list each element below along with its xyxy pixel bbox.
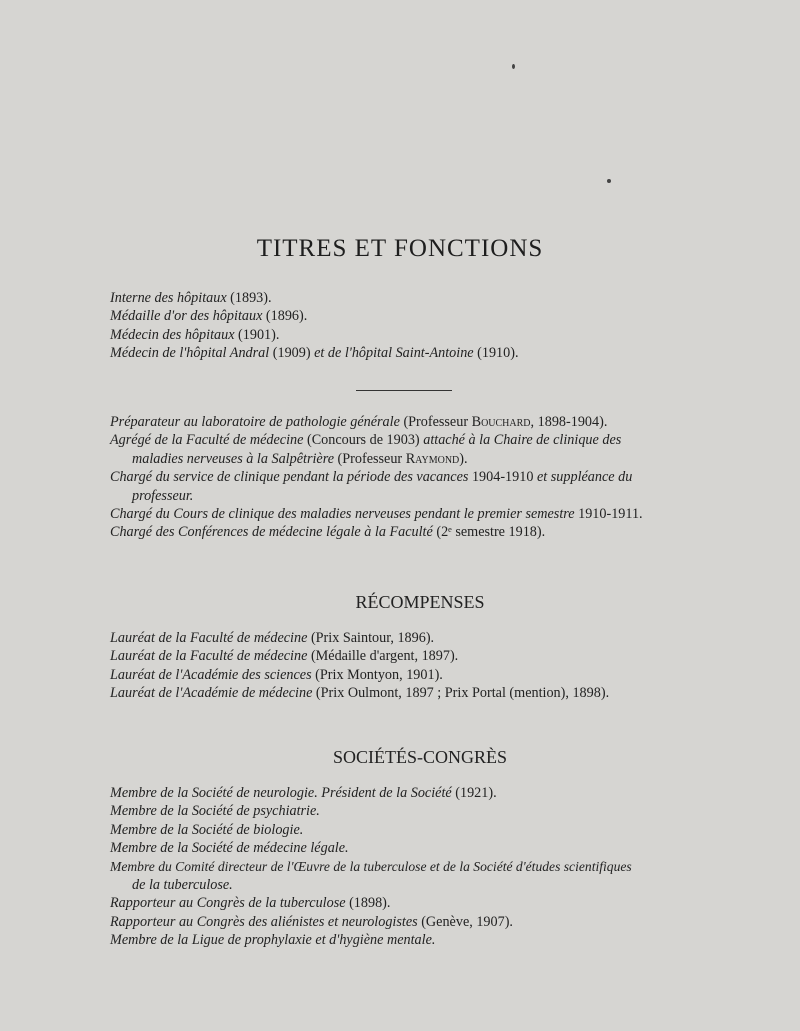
section-heading-societes: SOCIÉTÉS-CONGRÈS [332, 747, 507, 767]
list-item-continuation: professeur. [132, 487, 194, 504]
page-title: TITRES ET FONCTIONS [256, 235, 544, 262]
positions-list [110, 289, 740, 363]
list-item: Lauréat de la Faculté de médecine (Prix Saintour, 1896). [110, 630, 435, 646]
teaching-list [110, 413, 740, 542]
awards-list [110, 629, 740, 703]
list-item: Lauréat de l'Académie de médecine (Prix Oulmont, 1897 ; Prix Portal (mention), 1898). [110, 685, 610, 702]
list-item-continuation: de la tuberculose. [132, 877, 233, 894]
societies-list [110, 784, 740, 950]
list-item: Membre de la Société de neurologie. Président de la Société (1921). [110, 785, 497, 801]
section-heading-recompenses: RÉCOMPENSES [355, 592, 485, 612]
list-item: Membre de la Société de médecine légale. [110, 840, 349, 857]
list-item: Chargé du service de clinique pendant la période des vacances 1904-1910 et suppléance du [110, 469, 633, 486]
list-item: Médaille d'or des hôpitaux (1896). [110, 308, 308, 325]
list-item: Chargé du Cours de clinique des maladies nerveuses pendant le premier semestre 1910-1911. [110, 506, 643, 523]
paper-speck [607, 179, 611, 183]
list-item: Rapporteur au Congrès des aliénistes et neurologistes (Genève, 1907). [110, 913, 513, 930]
paper-speck [512, 64, 515, 69]
list-item-continuation: maladies nerveuses à la Salpêtrière (Professeur Raymond). [132, 450, 468, 467]
list-item: Lauréat de la Faculté de médecine (Médaille d'argent, 1897). [110, 648, 459, 665]
list-item: Médecin de l'hôpital Andral (1909) et de l'hôpital Saint-Antoine (1910). [110, 345, 519, 362]
list-item: Membre de la Société de psychiatrie. [110, 803, 320, 820]
list-item: Médecin des hôpitaux (1901). [110, 326, 280, 343]
list-item: Membre de la Ligue de prophylaxie et d'hygiène mentale. [110, 932, 436, 949]
list-item: Chargé des Conférences de médecine légale à la Faculté (2ᵉ semestre 1918). [110, 524, 546, 541]
list-item: Interne des hôpitaux (1893). [110, 290, 272, 306]
list-item: Lauréat de l'Académie des sciences (Prix Montyon, 1901). [110, 666, 443, 683]
list-item: Préparateur au laboratoire de pathologie générale (Professeur Bouchard, 1898-1904). [110, 414, 608, 430]
list-item: Rapporteur au Congrès de la tuberculose (1898). [110, 895, 391, 912]
section-divider [356, 390, 452, 391]
list-item: Membre de la Société de biologie. [110, 821, 304, 838]
list-item: Agrégé de la Faculté de médecine (Concours de 1903) attaché à la Chaire de clinique des [110, 432, 622, 449]
list-item: Membre du Comité directeur de l'Œuvre de la tuberculose et de la Société d'études scientifiques [110, 858, 632, 874]
